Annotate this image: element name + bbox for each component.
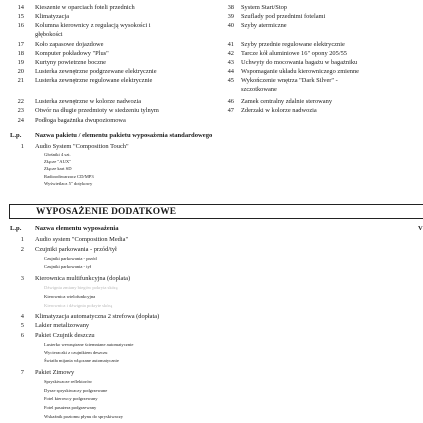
option-sub-item: Spryskiwacze reflektorów	[44, 379, 93, 384]
option-sub-item: Lusterko wewnętrzne ściemniane automatycznie	[44, 342, 134, 347]
option-name: Pakiet Zimowy	[35, 369, 75, 376]
item-number: 46	[227, 98, 234, 105]
item-number: 15	[17, 13, 24, 20]
option-sub-item: Wycieraczki z czujnikiem deszczu	[44, 350, 108, 355]
item-text: Lusterka zewnętrzne podgrzewane elektrycznie	[35, 68, 157, 75]
section-title: WYPOSAŻENIE DODATKOWE	[36, 207, 177, 217]
package-name: Audio System "Composition Touch"	[35, 143, 129, 150]
package-number: 1	[20, 143, 24, 150]
item-number: 14	[17, 4, 24, 11]
option-sub-item: Kierownica wielofunkcyjna	[44, 294, 96, 299]
item-text: Podłoga bagażnika dwupoziomowa	[35, 117, 126, 124]
package-sub-item: Głośniki 4 szt.	[44, 152, 71, 157]
package-sub-item: Wyświetlacz 5" dotykowy	[44, 181, 93, 186]
option-number: 4	[20, 313, 24, 320]
item-text: Otwór na długie przedmioty w siedzeniu tylnym	[35, 107, 159, 114]
item-number: 22	[17, 98, 24, 105]
item-number: 45	[227, 77, 234, 84]
item-number: 16	[17, 22, 24, 29]
item-text: Kieszenie w oparciach foteli przednich	[35, 4, 135, 11]
item-text: Zamek centralny zdalnie sterowany	[241, 98, 333, 105]
item-number: 44	[227, 68, 234, 75]
option-sub-item: Kierownica i dźwignia pokryte skórą	[44, 303, 113, 308]
option-number: 5	[20, 322, 24, 329]
item-text: szczotkowane	[241, 86, 277, 93]
item-text: Klimatyzacja	[35, 13, 70, 20]
item-text: Lusterka zewnętrzne w kolorze nadwozia	[35, 98, 142, 105]
option-number: 3	[20, 275, 24, 282]
item-text: Koło zapasowe dojazdowe	[35, 41, 104, 48]
item-number: 24	[17, 117, 24, 124]
item-number: 47	[227, 107, 234, 114]
option-name: Audio system "Composition Media"	[35, 236, 129, 243]
item-number: 20	[17, 68, 24, 75]
lp-column-header: L.p.	[10, 132, 22, 139]
item-number: 39	[227, 13, 234, 20]
option-sub-item: Fotel kierowcy podgrzewany	[44, 396, 98, 401]
item-number: 18	[17, 50, 24, 57]
item-text: Szyby przednie regulowane elektrycznie	[241, 41, 345, 48]
lp-column-header: L.p.	[10, 225, 22, 232]
item-text: Tarcze kół aluminiowe 16" opony 205/55	[241, 50, 347, 57]
option-sub-item: Dźwignia zmiany biegów pokryta skórą	[44, 285, 118, 290]
option-name: Kierownica multifunkcyjna (doplata)	[35, 275, 131, 282]
option-sub-item: Czujniki parkowania - tył	[44, 264, 92, 269]
option-number: 7	[20, 369, 24, 376]
item-text: Zderzaki w kolorze nadwozia	[241, 107, 317, 114]
item-text: Kolumna kierownicy z regulacją wysokości i	[35, 22, 151, 29]
option-name: Czujniki parkowania - przód/tył	[35, 246, 117, 253]
option-sub-item: Dysze spryskiwaczy podgrzewane	[44, 388, 108, 393]
item-text: System Start/Stop	[241, 4, 287, 11]
cut-off-column-header: V	[418, 225, 423, 232]
item-text: Lusterka zewnętrzne regulowane elektrycznie	[35, 77, 153, 84]
package-sub-item: Złącze kart SD	[44, 166, 72, 171]
option-sub-item: Czujniki parkowania - przód	[44, 256, 97, 261]
options-column-header: Nazwa elementu wyposażenia	[35, 225, 119, 232]
option-name: Klimatyzacja automatyczna 2 strefowa (dopłata)	[35, 313, 160, 320]
item-text: głębokości	[35, 31, 63, 38]
item-text: Uchwyty do mocowania bagażu w bagażniku	[241, 59, 358, 66]
item-text: Komputer pokładowy "Plus"	[35, 50, 109, 57]
option-name: Lakier metalizowany	[35, 322, 90, 329]
option-sub-item: Światła mijania włączane automatycznie	[44, 358, 119, 363]
item-number: 42	[227, 50, 234, 57]
item-number: 40	[227, 22, 234, 29]
item-number: 23	[17, 107, 24, 114]
item-text: Kurtyny powietrzne boczne	[35, 59, 106, 66]
item-text: Szyby atermiczne	[241, 22, 287, 29]
item-number: 17	[17, 41, 24, 48]
option-number: 1	[20, 236, 24, 243]
package-column-header: Nazwa pakietu / elementu pakietu wyposażenia standardowego	[35, 132, 213, 139]
item-text: Wykończenie wnętrza "Dark Silver" -	[241, 77, 338, 84]
item-number: 21	[17, 77, 24, 84]
option-sub-item: Wskaźnik poziomu płynu do spryskiwaczy	[44, 414, 124, 419]
item-number: 41	[227, 41, 234, 48]
option-number: 6	[20, 332, 24, 339]
item-number: 38	[227, 4, 234, 11]
item-number: 43	[227, 59, 234, 66]
item-text: Szuflady pod przednimi fotelami	[241, 13, 326, 20]
package-sub-item: Złącze "AUX"	[44, 159, 72, 164]
option-number: 2	[20, 246, 24, 253]
option-sub-item: Fotel pasażera podgrzewany	[44, 405, 97, 410]
package-sub-item: Radioodtwarzacz CD/MP3	[44, 174, 94, 179]
item-number: 19	[17, 59, 24, 66]
item-text: Wspomaganie układu kierowniczego zmienne	[241, 68, 360, 75]
option-name: Pakiet Czujnik deszczu	[35, 332, 95, 339]
